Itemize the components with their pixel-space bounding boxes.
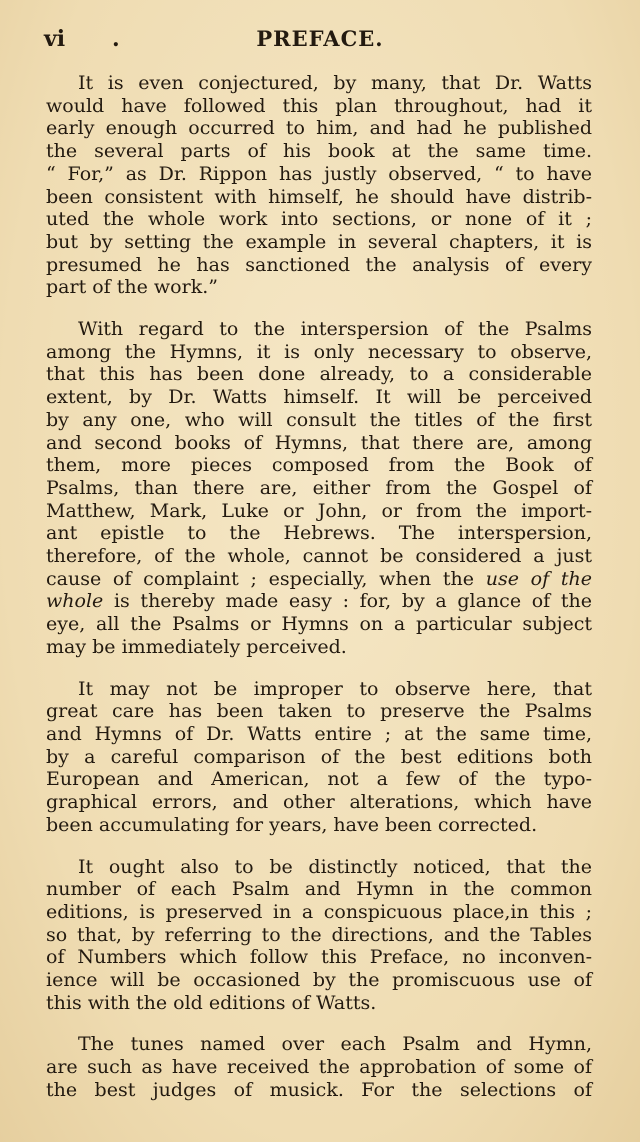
- text-line: been accumulating for years, have been corrected.: [46, 813, 538, 836]
- text-line: the best judges of musick. For the selections of: [46, 1078, 592, 1101]
- text-line: would have followed this plan throughout, had it: [46, 94, 592, 117]
- text-line: With regard to the interspersion of the Psalms: [78, 318, 592, 341]
- text-line: It may not be improper to observe here, that: [78, 677, 592, 700]
- text-line: this with the old editions of Watts.: [46, 991, 377, 1014]
- text-segment: cause of complaint ; especially, when the: [46, 567, 474, 590]
- text-line-with-italic: [46, 590, 592, 613]
- text-line: and second books of Hymns, that there are, among: [46, 431, 592, 454]
- italic-phrase: whole: [46, 590, 104, 613]
- text-line: ant epistle to the Hebrews. The interspersion,: [46, 522, 592, 545]
- text-line: Matthew, Mark, Luke or John, or from the import-: [46, 499, 592, 522]
- text-line: It is even conjectured, by many, that Dr. Watts: [78, 72, 592, 94]
- text-line: but by setting the example in several chapters, it is: [46, 230, 592, 253]
- text-line: extent, by Dr. Watts himself. It will be perceived: [46, 386, 592, 409]
- text-segment: is thereby made easy : for, by a glance of the: [113, 590, 592, 613]
- italic-phrase: use of the: [485, 567, 592, 590]
- text-line: editions, is preserved in a conspicuous place,in this ;: [46, 900, 592, 923]
- text-line: by a careful comparison of the best editions both: [46, 745, 592, 768]
- paragraph: [46, 1033, 592, 1101]
- text-line: the several parts of his book at the same time.: [46, 140, 592, 163]
- text-line: Psalms, than there are, either from the Gospel of: [46, 476, 592, 499]
- text-line: great care has been taken to preserve the Psalms: [46, 700, 592, 723]
- text-line-with-italic: [46, 568, 592, 591]
- text-line: It ought also to be distinctly noticed, that the: [78, 855, 592, 878]
- paragraph: [46, 318, 592, 659]
- text-line: been consistent with himself, he should have distrib-: [46, 185, 592, 208]
- text-line: by any one, who will consult the titles of the first: [46, 408, 592, 431]
- page-header: [0, 24, 640, 54]
- text-line: eye, all the Psalms or Hymns on a particular subject: [46, 613, 592, 636]
- page-number: vi: [44, 26, 66, 52]
- text-line: of Numbers which follow this Preface, no inconven-: [46, 946, 592, 969]
- text-line: graphical errors, and other alterations, which have: [46, 791, 592, 814]
- text-line: and Hymns of Dr. Watts entire ; at the same time,: [46, 722, 592, 745]
- text-line: them, more pieces composed from the Book of: [46, 454, 592, 477]
- text-line: “ For,” as Dr. Rippon has justly observed, “ to have: [46, 162, 592, 185]
- text-line: early enough occurred to him, and had he published: [46, 117, 592, 140]
- preface-text: [46, 72, 592, 1121]
- text-line: so that, by referring to the directions, and the Tables: [46, 923, 592, 946]
- text-line: presumed he has sanctioned the analysis of every: [46, 253, 592, 276]
- paragraph: [46, 72, 592, 299]
- text-line: therefore, of the whole, cannot be considered a just: [46, 545, 592, 568]
- header-dot: .: [112, 26, 120, 52]
- text-line: are such as have received the approbation of some of: [46, 1056, 592, 1079]
- text-line: The tunes named over each Psalm and Hymn,: [78, 1033, 592, 1056]
- paragraph: [46, 678, 592, 837]
- text-line: number of each Psalm and Hymn in the common: [46, 878, 592, 901]
- text-line: among the Hymns, it is only necessary to observe,: [46, 340, 592, 363]
- text-line: European and American, not a few of the typo-: [46, 768, 592, 791]
- running-title: PREFACE.: [256, 26, 384, 51]
- text-line: ience will be occasioned by the promiscuous use of: [46, 969, 592, 992]
- paragraph: [46, 856, 592, 1015]
- text-line: may be immediately perceived.: [46, 635, 347, 658]
- text-line: part of the work.”: [46, 276, 218, 299]
- text-line: uted the whole work into sections, or none of it ;: [46, 208, 592, 231]
- text-line: that this has been done already, to a considerable: [46, 363, 592, 386]
